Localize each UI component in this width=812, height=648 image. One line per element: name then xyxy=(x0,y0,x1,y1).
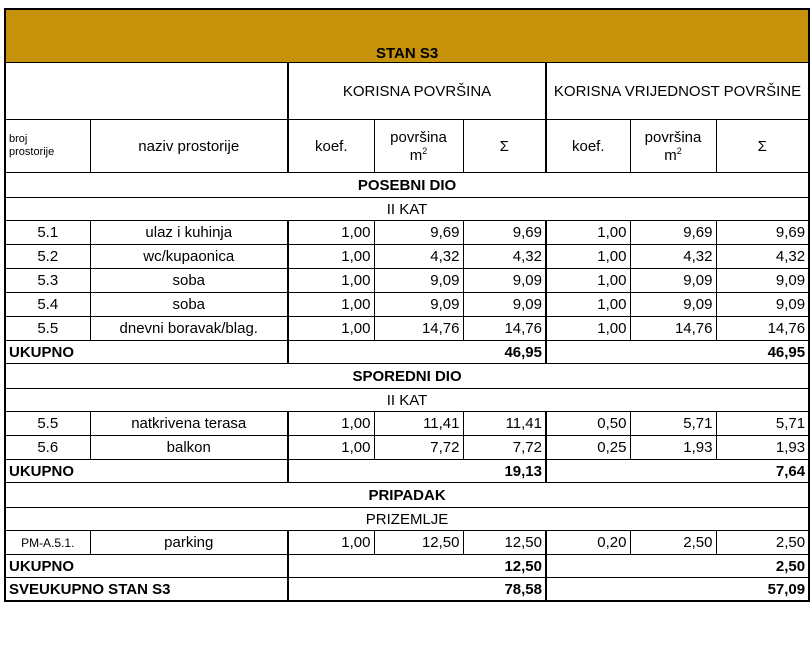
korisna-vrijednost-header: KORISNA VRIJEDNOST POVRŠINE xyxy=(546,63,809,120)
naziv-header: naziv prostorije xyxy=(90,120,288,173)
section-title: PRIPADAK xyxy=(5,483,809,508)
sum-1: 7,72 xyxy=(463,436,546,460)
povrsina-1: 9,09 xyxy=(374,269,463,293)
title-row xyxy=(5,9,809,63)
m-sup: 2 xyxy=(422,145,428,156)
room-number: 5.1 xyxy=(5,221,90,245)
table-title: STAN S3 xyxy=(5,9,809,63)
povrsina-1: 11,41 xyxy=(374,412,463,436)
room-name: parking xyxy=(90,531,288,555)
grand-total-row xyxy=(5,578,809,602)
grand-total-label: SVEUKUPNO STAN S3 xyxy=(5,578,288,602)
sum-1: 9,69 xyxy=(463,221,546,245)
subtotal-label: UKUPNO xyxy=(5,460,288,483)
korisna-povrsina-header: KORISNA POVRŠINA xyxy=(288,63,546,120)
koef-1: 1,00 xyxy=(288,436,374,460)
povrsina-2: 14,76 xyxy=(630,317,716,341)
povrsina-2: 9,09 xyxy=(630,293,716,317)
koef-2: 0,25 xyxy=(546,436,630,460)
sum-2: 2,50 xyxy=(716,531,809,555)
sum-2: 9,09 xyxy=(716,293,809,317)
povrsina-label: površina xyxy=(644,128,702,146)
sum-1: 9,09 xyxy=(463,293,546,317)
koef-1: 1,00 xyxy=(288,269,374,293)
sum-1: 12,50 xyxy=(463,531,546,555)
povrsina-1: 9,69 xyxy=(374,221,463,245)
group-header-row xyxy=(5,63,809,120)
koef-2: 1,00 xyxy=(546,269,630,293)
sum-1: 4,32 xyxy=(463,245,546,269)
section-title: POSEBNI DIO xyxy=(5,173,809,198)
subtotal-1: 46,95 xyxy=(288,341,546,364)
room-name: balkon xyxy=(90,436,288,460)
koef-1: 1,00 xyxy=(288,317,374,341)
povrsina-header-1 xyxy=(374,120,463,173)
floor-label: II KAT xyxy=(5,198,809,221)
floor-label: II KAT xyxy=(5,389,809,412)
table-row xyxy=(5,317,809,341)
koef-header-2: koef. xyxy=(546,120,630,173)
room-number: 5.4 xyxy=(5,293,90,317)
m-label: m xyxy=(409,146,423,164)
room-name: dnevni boravak/blag. xyxy=(90,317,288,341)
room-name: soba xyxy=(90,269,288,293)
povrsina-2: 9,69 xyxy=(630,221,716,245)
table-row xyxy=(5,436,809,460)
subtotal-label: UKUPNO xyxy=(5,341,288,364)
section-title: SPOREDNI DIO xyxy=(5,364,809,389)
prostorije-label: prostorije xyxy=(9,146,55,158)
section-title-row xyxy=(5,483,809,508)
grand-total-1: 78,58 xyxy=(288,578,546,602)
column-header-row xyxy=(5,120,809,173)
broj-prostorije-header xyxy=(5,120,90,173)
room-number: 5.5 xyxy=(5,412,90,436)
povrsina-2: 4,32 xyxy=(630,245,716,269)
table-row xyxy=(5,269,809,293)
apartment-area-sheet xyxy=(4,8,808,602)
povrsina-2: 9,09 xyxy=(630,269,716,293)
table-row xyxy=(5,293,809,317)
subtotal-label: UKUPNO xyxy=(5,555,288,578)
koef-2: 1,00 xyxy=(546,221,630,245)
povrsina-2: 1,93 xyxy=(630,436,716,460)
povrsina-2: 2,50 xyxy=(630,531,716,555)
room-number: 5.2 xyxy=(5,245,90,269)
sum-2: 1,93 xyxy=(716,436,809,460)
table-row xyxy=(5,412,809,436)
povrsina-label: površina xyxy=(390,128,447,146)
table-row xyxy=(5,221,809,245)
sum-2: 5,71 xyxy=(716,412,809,436)
subtotal-row xyxy=(5,460,809,483)
room-name: soba xyxy=(90,293,288,317)
subtotal-row xyxy=(5,341,809,364)
povrsina-1: 4,32 xyxy=(374,245,463,269)
povrsina-1: 14,76 xyxy=(374,317,463,341)
broj-label: broj xyxy=(9,133,28,145)
subtotal-row xyxy=(5,555,809,578)
room-name: ulaz i kuhinja xyxy=(90,221,288,245)
povrsina-2: 5,71 xyxy=(630,412,716,436)
koef-1: 1,00 xyxy=(288,221,374,245)
sum-1: 9,09 xyxy=(463,269,546,293)
floor-row xyxy=(5,389,809,412)
subtotal-1: 12,50 xyxy=(288,555,546,578)
povrsina-header-2 xyxy=(630,120,716,173)
table-row xyxy=(5,245,809,269)
koef-2: 1,00 xyxy=(546,293,630,317)
sum-1: 11,41 xyxy=(463,412,546,436)
table-row xyxy=(5,531,809,555)
sigma-header-1: Σ xyxy=(463,120,546,173)
koef-2: 0,50 xyxy=(546,412,630,436)
koef-2: 1,00 xyxy=(546,317,630,341)
floor-row xyxy=(5,508,809,531)
subtotal-2: 2,50 xyxy=(546,555,809,578)
floor-label: PRIZEMLJE xyxy=(5,508,809,531)
m-label: m xyxy=(664,146,677,164)
povrsina-1: 7,72 xyxy=(374,436,463,460)
sum-2: 4,32 xyxy=(716,245,809,269)
koef-2: 0,20 xyxy=(546,531,630,555)
koef-1: 1,00 xyxy=(288,412,374,436)
room-number: PM-A.5.1. xyxy=(5,531,90,555)
sum-2: 14,76 xyxy=(716,317,809,341)
sigma-header-2: Σ xyxy=(716,120,809,173)
koef-1: 1,00 xyxy=(288,531,374,555)
koef-2: 1,00 xyxy=(546,245,630,269)
povrsina-1: 12,50 xyxy=(374,531,463,555)
room-number: 5.3 xyxy=(5,269,90,293)
section-title-row xyxy=(5,364,809,389)
subtotal-2: 46,95 xyxy=(546,341,809,364)
empty-header-cell xyxy=(5,63,288,120)
area-table xyxy=(4,8,810,602)
m-sup: 2 xyxy=(676,145,682,156)
subtotal-2: 7,64 xyxy=(546,460,809,483)
koef-1: 1,00 xyxy=(288,245,374,269)
room-name: wc/kupaonica xyxy=(90,245,288,269)
povrsina-1: 9,09 xyxy=(374,293,463,317)
sum-2: 9,09 xyxy=(716,269,809,293)
section-title-row xyxy=(5,173,809,198)
koef-header-1: koef. xyxy=(288,120,374,173)
room-number: 5.5 xyxy=(5,317,90,341)
sum-1: 14,76 xyxy=(463,317,546,341)
subtotal-1: 19,13 xyxy=(288,460,546,483)
grand-total-2: 57,09 xyxy=(546,578,809,602)
sum-2: 9,69 xyxy=(716,221,809,245)
floor-row xyxy=(5,198,809,221)
room-number: 5.6 xyxy=(5,436,90,460)
koef-1: 1,00 xyxy=(288,293,374,317)
room-name: natkrivena terasa xyxy=(90,412,288,436)
